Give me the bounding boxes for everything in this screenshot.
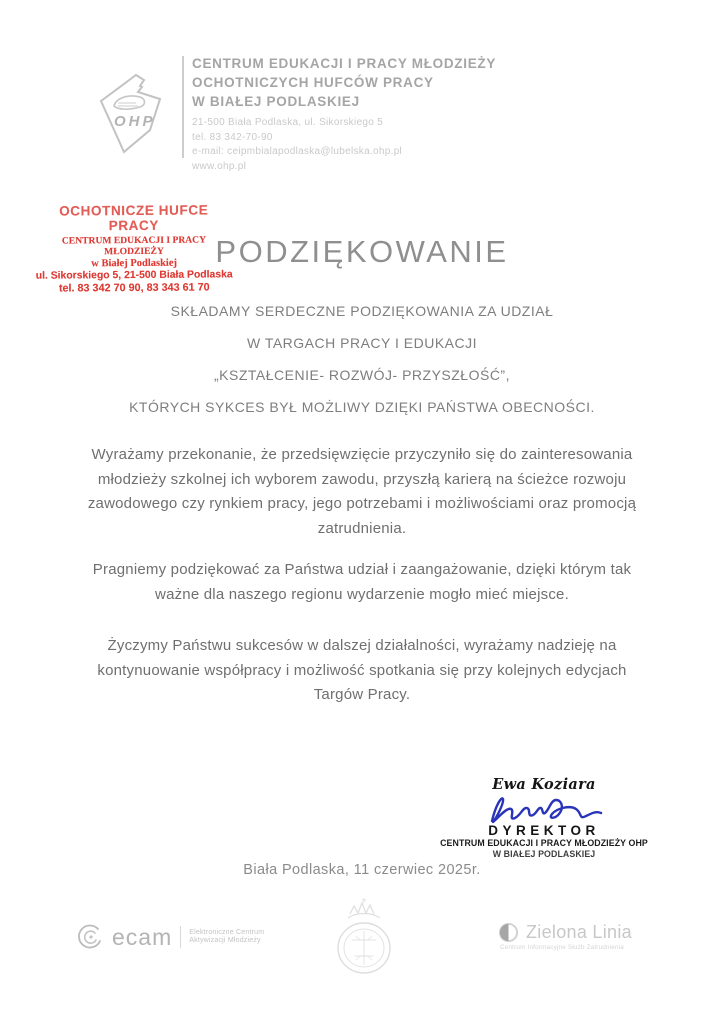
signatory-org-line: W BIAŁEJ PODLASKIEJ — [492, 848, 596, 859]
signature-scribble-icon — [482, 792, 606, 826]
stamp-line: tel. 83 342 70 90, 83 343 61 70 — [58, 281, 210, 295]
intro-line: W TARGACH PRACY I EDUKACJI — [246, 335, 478, 351]
intro-line: KTÓRYCH SYKCES BYŁ MOŻLIWY DZIĘKI PAŃSTWA OBECNOŚCI. — [129, 399, 595, 415]
footer-logos — [0, 898, 724, 988]
ohp-logo-icon — [88, 66, 176, 162]
stamp-line: CENTRUM EDUKACJI I PRACY MŁODZIEŻY — [61, 234, 207, 258]
document-title: PODZIĘKOWANIE — [215, 234, 509, 269]
address-block — [192, 116, 496, 174]
ecam-logo — [76, 922, 264, 952]
ecam-divider — [180, 926, 181, 948]
website-line: www.ohp.pl — [192, 160, 247, 172]
signatory-name: Ewa Koziara — [492, 776, 596, 793]
email-line: e-mail: ceipmbialapodlaska@lubelska.ohp.pl — [192, 146, 403, 157]
ecam-tagline — [189, 929, 264, 946]
zielona-linia-wordmark: Zielona Linia — [526, 922, 632, 942]
signature-block — [424, 776, 664, 859]
intro-line: „KSZTAŁCENIE- ROZWÓJ- PRZYSZŁOŚĆ”, — [214, 367, 510, 383]
org-name-line: W BIAŁEJ PODLASKIEJ — [192, 94, 360, 109]
zielona-linia-icon — [498, 922, 519, 943]
ecam-tagline-line: Aktywizacji Młodzieży — [189, 937, 261, 944]
signatory-role: DYREKTOR — [488, 823, 600, 838]
body-paragraph: Wyrażamy przekonanie, że przedsięwzięcie przyczyniło się do zainteresowania młodzieży szkolnej ich wyborem zawodu, przyszłą karierą na ścieżce rozwoju zawodowego czy rynkiem pracy, jego potrzebami i możliwościami oraz promocją zatrudnienia. — [87, 446, 637, 537]
ecam-swirl-icon — [76, 922, 106, 952]
letterhead — [88, 54, 496, 174]
org-name-line: CENTRUM EDUKACJI I PRACY MŁODZIEŻY — [192, 56, 497, 71]
date-line: Biała Podlaska, 11 czerwiec 2025r. — [243, 862, 481, 878]
signatory-org-line: CENTRUM EDUKACJI I PRACY MŁODZIEŻY OHP — [440, 838, 648, 848]
org-name-line: OCHOTNICZYCH HUFCÓW PRACY — [192, 75, 434, 90]
letterhead-text — [192, 54, 496, 174]
intro-block — [0, 295, 724, 423]
phone-line: tel. 83 342-70-90 — [192, 131, 273, 143]
intro-line: SKŁADAMY SERDECZNE PODZIĘKOWANIA ZA UDZIAŁ — [170, 303, 554, 319]
body-paragraph: Życzymy Państwu sukcesów w dalszej działalności, wyrażamy nadzieję na kontynuowanie współpracy i możliwość spotkania się przy kolejnych edycjach Targów Pracy. — [97, 637, 627, 703]
svg-text:OHP: OHP — [114, 113, 156, 130]
ecam-tagline-line: Elektroniczne Centrum — [189, 928, 265, 936]
zielona-linia-logo — [498, 922, 632, 951]
stamp-line: OCHOTNICZE HUFCE PRACY — [59, 202, 209, 234]
address-line: 21-500 Biała Podlaska, ul. Sikorskiego 5 — [192, 117, 383, 128]
zielona-linia-tagline: Centrum Informacyjne Służb Zatrudnienia — [500, 944, 624, 951]
stamp-line: w Białej Podlaskiej — [91, 257, 178, 270]
stamp-line: ul. Sikorskiego 5, 21-500 Biała Podlaska — [35, 269, 233, 282]
letterhead-divider — [182, 56, 184, 158]
ministry-crest-icon — [326, 898, 402, 982]
zielona-linia-row — [498, 922, 632, 943]
body-paragraph: Pragniemy podziękować za Państwa udział i zaangażowanie, dzięki którym tak ważne dla naszego regionu wydarzenie mogło mieć miejsce. — [92, 561, 632, 603]
ecam-wordmark: ecam — [112, 923, 173, 950]
